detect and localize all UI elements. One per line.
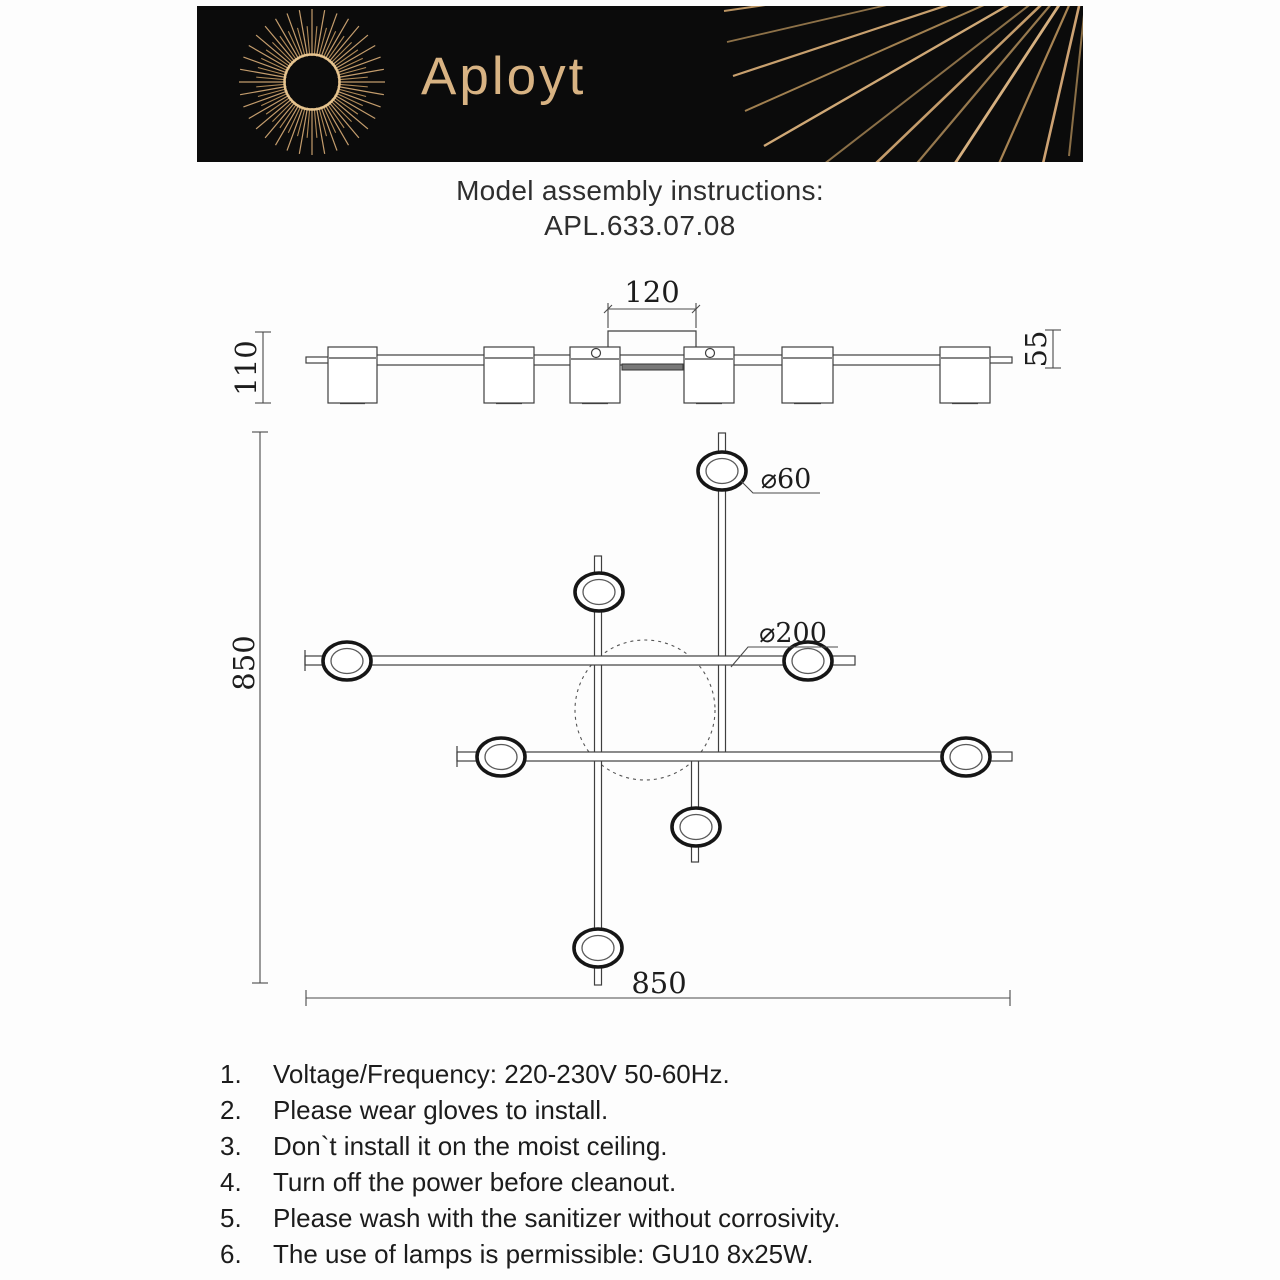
- lamp-arm-vertical: [595, 556, 602, 985]
- mounting-bracket: [608, 331, 696, 348]
- bar-right-stub: [988, 357, 1012, 363]
- lamp-head: [698, 452, 746, 490]
- dim-850-horizontal: [306, 966, 1010, 1006]
- dim-label-120: 120: [624, 275, 680, 309]
- side-view-drawing: [229, 275, 1061, 404]
- lamp-head: [477, 738, 525, 776]
- bar-left-stub: [306, 357, 330, 363]
- page-title: Model assembly instructions:: [456, 175, 824, 206]
- dim-label-spot-diameter: ⌀60: [760, 464, 812, 495]
- lamp-head: [672, 808, 720, 846]
- instruction-item: [220, 1056, 1100, 1092]
- instruction-number: 4.: [220, 1167, 242, 1197]
- lamp-head: [942, 738, 990, 776]
- lamp-arm-horizontal: [305, 656, 855, 665]
- lamp-head: [574, 929, 622, 967]
- instruction-item: [220, 1164, 1100, 1200]
- model-number: APL.633.07.08: [544, 210, 736, 241]
- lamp-box: [684, 347, 734, 404]
- lamp-head: [575, 573, 623, 611]
- dim-label-canopy-diameter: ⌀200: [759, 618, 827, 649]
- lamp-box: [782, 347, 833, 404]
- lamp-box: [940, 347, 990, 404]
- instruction-item: [220, 1236, 1100, 1272]
- instruction-text: Voltage/Frequency: 220-230V 50-60Hz.: [273, 1059, 730, 1089]
- instruction-text: Please wear gloves to install.: [273, 1095, 609, 1125]
- instruction-number: 2.: [220, 1095, 242, 1125]
- dim-label-110: 110: [229, 340, 263, 396]
- lamp-box: [484, 347, 534, 404]
- instruction-item: [220, 1092, 1100, 1128]
- instruction-text: The use of lamps is permissible: GU10 8x25W.: [273, 1239, 814, 1269]
- dim-55: [1019, 330, 1061, 368]
- top-view-drawing: [227, 432, 1012, 1006]
- dim-110: [229, 332, 271, 403]
- lamp-box: [570, 347, 620, 404]
- instruction-number: 3.: [220, 1131, 242, 1161]
- instruction-text: Turn off the power before cleanout.: [273, 1167, 677, 1197]
- lamp-box: [328, 347, 377, 404]
- instruction-number: 1.: [220, 1059, 242, 1089]
- instructions-list: [220, 1056, 1100, 1272]
- instruction-number: 6.: [220, 1239, 242, 1269]
- dim-spot-diameter: [741, 464, 820, 495]
- instruction-text: Don`t install it on the moist ceiling.: [273, 1131, 668, 1161]
- dim-850-vertical: [227, 432, 268, 983]
- instruction-item: [220, 1128, 1100, 1164]
- lamp-arm-horizontal: [457, 752, 1012, 761]
- dim-label-850-vertical: 850: [227, 635, 261, 691]
- dim-label-55: 55: [1019, 330, 1053, 368]
- instruction-number: 5.: [220, 1203, 242, 1233]
- instruction-text: Please wash with the sanitizer without corrosivity.: [273, 1203, 841, 1233]
- wire-rod: [622, 364, 683, 370]
- instruction-item: [220, 1200, 1100, 1236]
- lamp-head: [323, 642, 371, 680]
- brand-name: Aployt: [421, 47, 587, 106]
- dim-120: [604, 275, 700, 328]
- dim-label-850-horizontal: 850: [631, 966, 687, 1000]
